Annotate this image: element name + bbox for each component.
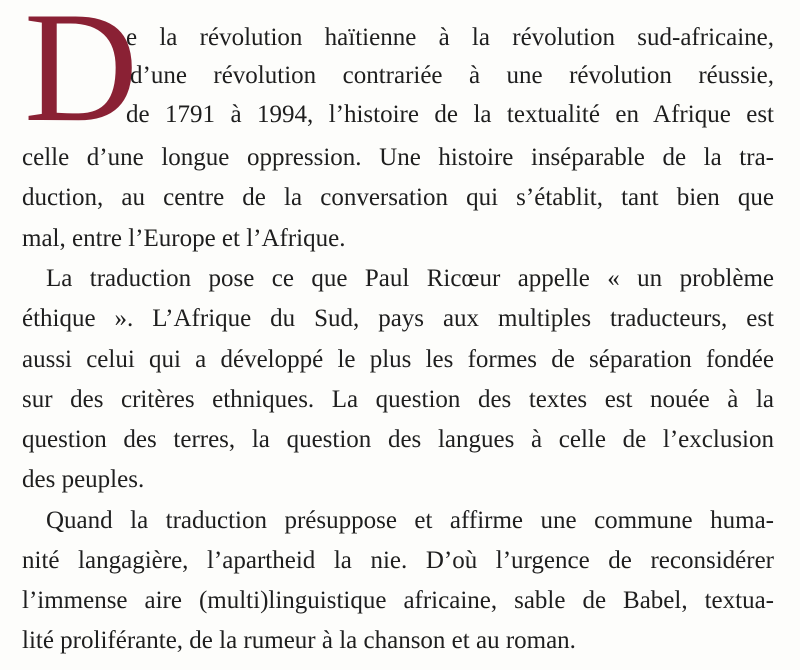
paragraph-1-line-2: d’une révolution contrariée à une révolution réussie, [130,62,774,89]
paragraph-3-line-1: Quand la traduction présuppose et affirme une commune huma- [46,507,774,534]
paragraph-2-line-6: des peuples. [22,466,145,493]
paragraph-2-line-5: question des terres, la question des langues à celle de l’exclusion [22,426,774,453]
paragraph-2-line-2: éthique ». L’Afrique du Sud, pays aux multiples traducteurs, est [22,305,774,332]
paragraph-3-line-4: lité proliférante, de la rumeur à la chanson et au roman. [22,627,576,654]
paragraph-1-line-1: e la révolution haïtienne à la révolution sud-africaine, [126,24,774,51]
paragraph-2-line-1: La traduction pose ce que Paul Ricœur appelle « un problème [46,265,774,292]
paragraph-1-line-5: duction, au centre de la conversation qui s’établit, tant bien que [22,184,774,211]
paragraph-3-line-2: nité langagière, l’apartheid la nie. D’où l’urgence de reconsidérer [22,547,774,574]
drop-cap: D [24,0,139,155]
text-page [22,0,774,670]
paragraph-3-line-3: l’immense aire (multi)linguistique africaine, sable de Babel, textua- [22,587,774,614]
paragraph-1-line-6: mal, entre l’Europe et l’Afrique. [22,225,346,252]
paragraph-1-line-3: de 1791 à 1994, l’histoire de la textualité en Afrique est [126,101,774,128]
paragraph-2-line-4: sur des critères ethniques. La question des textes est nouée à la [22,386,774,413]
paragraph-2-line-3: aussi celui qui a développé le plus les formes de séparation fondée [22,346,774,373]
paragraph-1-line-4: celle d’une longue oppression. Une histoire inséparable de la tra- [22,144,774,171]
